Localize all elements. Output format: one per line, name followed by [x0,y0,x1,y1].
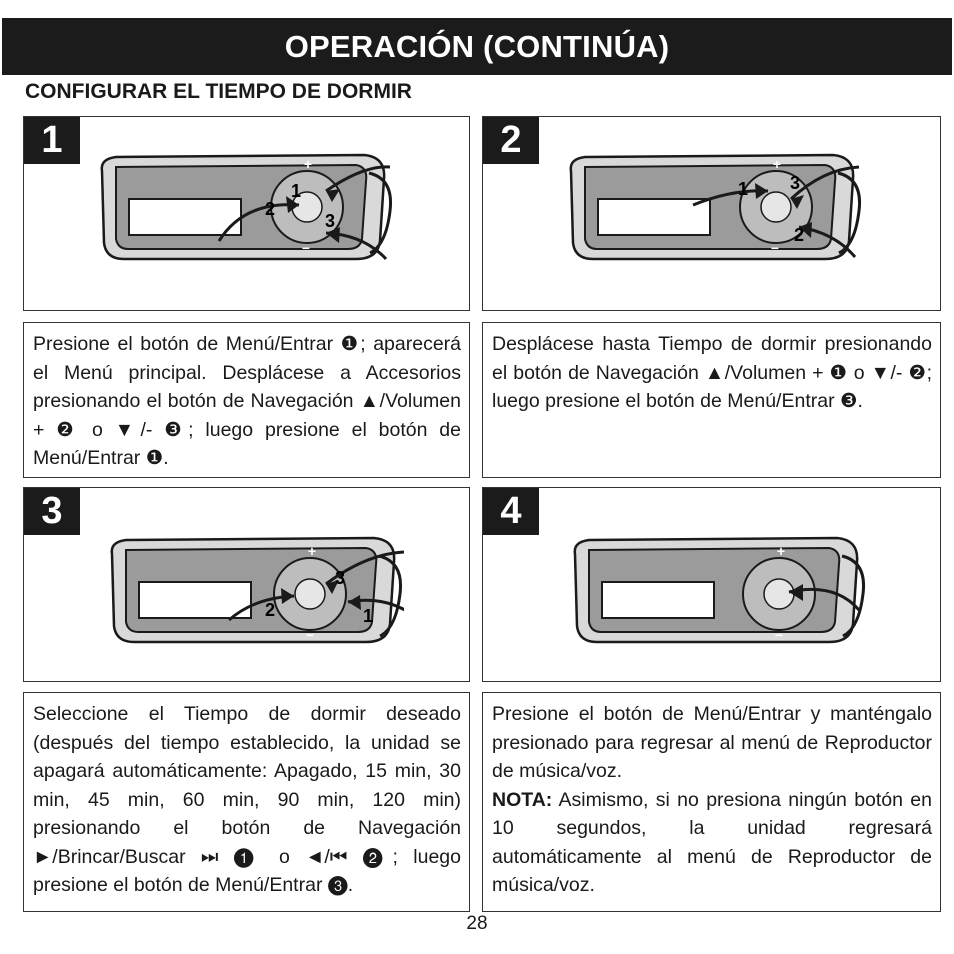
volume-plus-label: + [307,543,317,559]
step-1-badge: 1 [24,117,80,164]
volume-plus-label: + [776,543,786,559]
step-4-instructions: Presione el botón de Menú/Entrar y manténgalo presionado para regresar al menú de Reproductor de música/voz. [492,703,932,782]
step-3-instructions: Seleccione el Tiempo de dormir deseado (después del tiempo establecido, la unidad se apagará automáticamente: Apagado, 15 min, 30 min, 45 min, 60 min, 90 min, 120 min) presionando el botón de Navegación ►/Brincar/Buscar ⏭ ❶ o ◄/⏮ ❷; luego presione el botón de Menú/Entrar ❸. [33,703,461,896]
step-1-text-panel [23,322,470,478]
step-4-badge: 4 [483,488,539,535]
callout-1: 1 [362,606,374,626]
step-3-image-panel [23,487,470,682]
callout-3: 3 [334,568,346,588]
step-4-text-panel [482,692,941,912]
step-1-image-panel [23,116,470,311]
volume-plus-label: + [303,156,313,172]
note-label: NOTA: [492,788,553,811]
callout-1: 1 [737,179,749,199]
mp3-player-illustration [563,149,863,269]
callout-2: 2 [264,199,276,219]
callout-2: 2 [264,600,276,620]
step-4-note [492,786,932,900]
step-2-image-panel [482,116,941,311]
callout-2: 2 [793,225,805,245]
page-number: 28 [466,913,488,934]
section-title: CONFIGURAR EL TIEMPO DE DORMIR [25,80,412,103]
volume-minus-label: − [305,627,315,643]
step-1-instructions: Presione el botón de Menú/Entrar ❶; aparecerá el Menú principal. Desplácese a Accesorios presionando el botón de Navegación ▲/Volumen + ❷ o ▼/- ❸; luego presione el botón de Menú/Entrar ❶. [33,333,461,469]
volume-minus-label: − [770,240,780,256]
step-2-badge: 2 [483,117,539,164]
callout-1: 1 [290,181,302,201]
step-2-instructions: Desplácese hasta Tiempo de dormir presionando el botón de Navegación ▲/Volumen + ❶ o ▼/- ❷; luego presione el botón de Menú/Entrar ❸. [492,333,932,412]
step-3-badge: 3 [24,488,80,535]
volume-minus-label: − [301,240,311,256]
mp3-player-illustration [567,532,867,652]
header-bar [2,18,952,75]
callout-3: 3 [789,173,801,193]
step-4-image-panel [482,487,941,682]
page-title: OPERACIÓN (CONTINÚA) [284,28,670,64]
mp3-player-illustration [94,149,394,269]
volume-minus-label: − [774,627,784,643]
volume-plus-label: + [772,156,782,172]
mp3-player-illustration [104,532,404,652]
note-text: Asimismo, si no presiona ningún botón en 10 segundos, la unidad regresará automáticamente al menú de Reproductor de música/voz. [492,788,932,896]
step-3-text-panel [23,692,470,912]
step-2-text-panel [482,322,941,478]
callout-3: 3 [324,211,336,231]
